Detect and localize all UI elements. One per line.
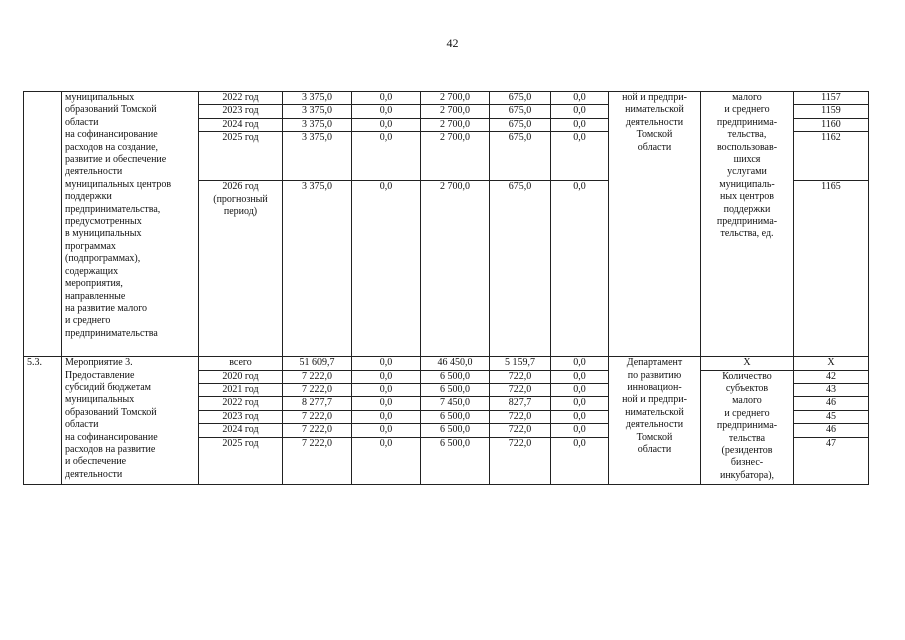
indicator-value-cell: Х bbox=[794, 357, 869, 370]
year-cell: 2021 год bbox=[199, 384, 283, 397]
local-cell: 675,0 bbox=[490, 118, 551, 131]
federal-cell: 0,0 bbox=[352, 410, 421, 423]
local-cell: 675,0 bbox=[490, 132, 551, 181]
other-cell: 0,0 bbox=[551, 370, 609, 383]
federal-cell: 0,0 bbox=[352, 118, 421, 131]
section2-description: Мероприятие 3. Предоставление субсидий бюджетам муниципальных образований Томской области на софинансирование расходов на развитие и обеспечение деятельности bbox=[62, 357, 199, 484]
year-cell: 2024 год bbox=[199, 424, 283, 437]
federal-cell: 0,0 bbox=[352, 437, 421, 484]
local-cell: 675,0 bbox=[490, 92, 551, 105]
indicator-value-cell: 45 bbox=[794, 410, 869, 423]
other-cell: 0,0 bbox=[551, 105, 609, 118]
year-cell: 2022 год bbox=[199, 92, 283, 105]
total-cell: 8 277,7 bbox=[283, 397, 352, 410]
indicator-value-cell: 1159 bbox=[794, 105, 869, 118]
federal-cell: 0,0 bbox=[352, 132, 421, 181]
indicator-value-cell: 1160 bbox=[794, 118, 869, 131]
other-cell: 0,0 bbox=[551, 410, 609, 423]
other-cell: 0,0 bbox=[551, 437, 609, 484]
regional-cell: 2 700,0 bbox=[421, 181, 490, 357]
local-cell: 722,0 bbox=[490, 424, 551, 437]
federal-cell: 0,0 bbox=[352, 105, 421, 118]
other-cell: 0,0 bbox=[551, 132, 609, 181]
other-cell: 0,0 bbox=[551, 424, 609, 437]
year-cell: 2023 год bbox=[199, 410, 283, 423]
other-cell: 0,0 bbox=[551, 384, 609, 397]
federal-cell: 0,0 bbox=[352, 370, 421, 383]
regional-cell: 46 450,0 bbox=[421, 357, 490, 370]
local-cell: 675,0 bbox=[490, 105, 551, 118]
total-cell: 3 375,0 bbox=[283, 132, 352, 181]
local-cell: 827,7 bbox=[490, 397, 551, 410]
other-cell: 0,0 bbox=[551, 92, 609, 105]
local-cell: 722,0 bbox=[490, 384, 551, 397]
regional-cell: 7 450,0 bbox=[421, 397, 490, 410]
regional-cell: 6 500,0 bbox=[421, 370, 490, 383]
year-cell: 2026 год (прогнозный период) bbox=[199, 181, 283, 357]
federal-cell: 0,0 bbox=[352, 181, 421, 357]
local-cell: 722,0 bbox=[490, 370, 551, 383]
indicator-value-cell: 1157 bbox=[794, 92, 869, 105]
total-cell: 3 375,0 bbox=[283, 181, 352, 357]
indicator-value-cell: 46 bbox=[794, 424, 869, 437]
year-cell: 2024 год bbox=[199, 118, 283, 131]
local-cell: 722,0 bbox=[490, 437, 551, 484]
year-cell: 2025 год bbox=[199, 437, 283, 484]
indicator-value-cell: 1162 bbox=[794, 132, 869, 181]
regional-cell: 6 500,0 bbox=[421, 384, 490, 397]
other-cell: 0,0 bbox=[551, 181, 609, 357]
federal-cell: 0,0 bbox=[352, 92, 421, 105]
indicator-value-cell: 42 bbox=[794, 370, 869, 383]
other-cell: 0,0 bbox=[551, 357, 609, 370]
total-cell: 51 609,7 bbox=[283, 357, 352, 370]
year-cell: 2023 год bbox=[199, 105, 283, 118]
regional-cell: 6 500,0 bbox=[421, 410, 490, 423]
regional-cell: 2 700,0 bbox=[421, 118, 490, 131]
federal-cell: 0,0 bbox=[352, 424, 421, 437]
indicator-value-cell: 47 bbox=[794, 437, 869, 484]
total-cell: 3 375,0 bbox=[283, 92, 352, 105]
table-row bbox=[24, 92, 869, 105]
total-cell: 3 375,0 bbox=[283, 105, 352, 118]
federal-cell: 0,0 bbox=[352, 357, 421, 370]
page-number: 42 bbox=[446, 36, 459, 50]
table-row bbox=[24, 357, 869, 370]
total-cell: 7 222,0 bbox=[283, 370, 352, 383]
year-cell: 2020 год bbox=[199, 370, 283, 383]
total-cell: 3 375,0 bbox=[283, 118, 352, 131]
local-cell: 675,0 bbox=[490, 181, 551, 357]
section2-number: 5.3. bbox=[24, 357, 62, 484]
year-cell: 2025 год bbox=[199, 132, 283, 181]
indicator-cell: Х bbox=[701, 357, 794, 370]
year-cell: 2022 год bbox=[199, 397, 283, 410]
indicator-value-cell: 43 bbox=[794, 384, 869, 397]
section1-description: муниципальных образований Томской области на софинансирование расходов на создание, развитие и обеспечение деятельности муниципальных центров поддержки предпринимательства, предусмотренных в муниципальных программах (подпрограммах), содержащих мероприятия, направленные на развитие малого и среднего предпринимательства bbox=[62, 92, 199, 357]
other-cell: 0,0 bbox=[551, 397, 609, 410]
regional-cell: 2 700,0 bbox=[421, 92, 490, 105]
local-cell: 5 159,7 bbox=[490, 357, 551, 370]
program-table bbox=[23, 91, 869, 485]
section2-indicator: Количество субъектов малого и среднего предпринима- тельства (резидентов бизнес- инкубатора), bbox=[701, 370, 794, 484]
total-cell: 7 222,0 bbox=[283, 437, 352, 484]
regional-cell: 6 500,0 bbox=[421, 437, 490, 484]
section1-executor: ной и предпри- нимательской деятельности Томской области bbox=[609, 92, 701, 357]
federal-cell: 0,0 bbox=[352, 397, 421, 410]
regional-cell: 2 700,0 bbox=[421, 105, 490, 118]
section2-executor: Департамент по развитию инновацион- ной и предпри- нимательской деятельности Томской области bbox=[609, 357, 701, 484]
other-cell: 0,0 bbox=[551, 118, 609, 131]
federal-cell: 0,0 bbox=[352, 384, 421, 397]
total-cell: 7 222,0 bbox=[283, 410, 352, 423]
section1-number-cell bbox=[24, 92, 62, 357]
regional-cell: 6 500,0 bbox=[421, 424, 490, 437]
indicator-value-cell: 1165 bbox=[794, 181, 869, 357]
regional-cell: 2 700,0 bbox=[421, 132, 490, 181]
local-cell: 722,0 bbox=[490, 410, 551, 423]
section1-indicator: малого и среднего предпринима- тельства, воспользовав- шихся услугами муниципаль- ных центров поддержки предпринима- тельства, ед. bbox=[701, 92, 794, 357]
total-cell: 7 222,0 bbox=[283, 424, 352, 437]
year-cell: всего bbox=[199, 357, 283, 370]
total-cell: 7 222,0 bbox=[283, 384, 352, 397]
indicator-value-cell: 46 bbox=[794, 397, 869, 410]
